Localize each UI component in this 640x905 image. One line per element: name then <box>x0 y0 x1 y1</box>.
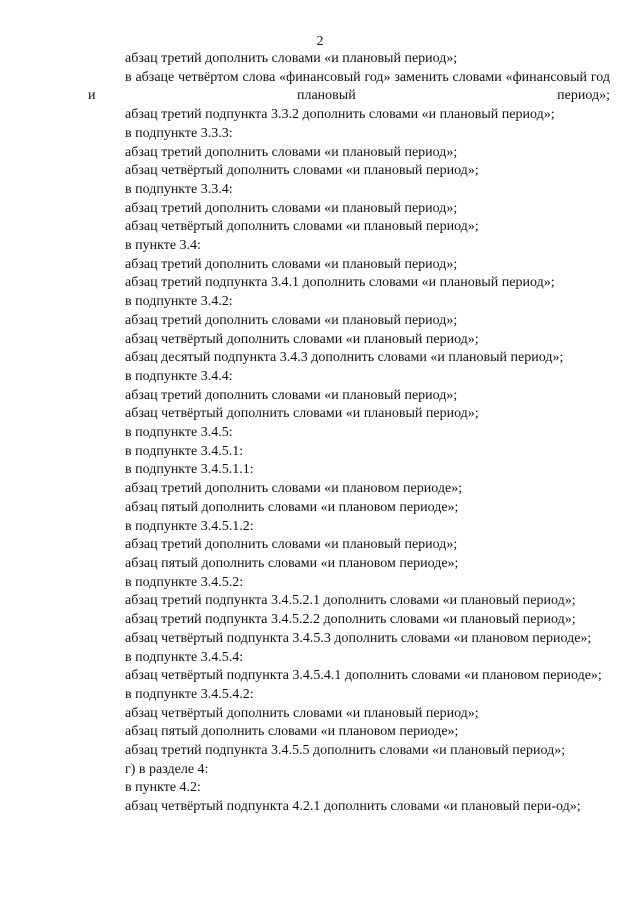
text-line-24: абзац пятый дополнить словами «и плановом периоде»; <box>125 499 459 515</box>
text-line-1: абзац третий дополнить словами «и плановый период»; <box>125 51 458 66</box>
text-line-8: абзац третий дополнить словами «и плановый период»; <box>125 200 458 216</box>
text-paragraph-40: абзац четвёртый подпункта 4.2.1 дополнить словами «и плановый пери-од»; <box>125 799 581 815</box>
text-line-14: абзац третий дополнить словами «и плановый период»; <box>125 312 458 328</box>
text-line-22: в подпункте 3.4.5.1.1: <box>125 462 254 478</box>
text-line-37: абзац третий подпункта 3.4.5.5 дополнить словами «и плановый период»; <box>125 743 566 759</box>
text-line-32: в подпункте 3.4.5.4: <box>125 649 244 665</box>
text-line-27: абзац пятый дополнить словами «и плановом периоде»; <box>125 555 459 571</box>
text-line-36: абзац пятый дополнить словами «и плановом периоде»; <box>125 724 459 740</box>
text-line-19: абзац четвёртый дополнить словами «и плановый период»; <box>125 406 479 422</box>
text-line-35: абзац четвёртый дополнить словами «и плановый период»; <box>125 705 479 721</box>
text-line-5: абзац третий дополнить словами «и плановый период»; <box>125 144 458 160</box>
text-line-13: в подпункте 3.4.2: <box>125 294 233 310</box>
text-line-4: в подпункте 3.3.3: <box>125 125 233 141</box>
text-line-18: абзац третий дополнить словами «и плановый период»; <box>125 387 458 403</box>
text-line-3: абзац третий подпункта 3.3.2 дополнить словами «и плановый период»; <box>125 107 555 123</box>
text-line-9: абзац четвёртый дополнить словами «и плановый период»; <box>125 219 479 235</box>
text-line-26: абзац третий дополнить словами «и плановый период»; <box>125 537 458 553</box>
text-line-15: абзац четвёртый дополнить словами «и плановый период»; <box>125 331 479 347</box>
text-paragraph-30: абзац третий подпункта 3.4.5.2.2 дополнить словами «и плановый период»; <box>125 612 576 628</box>
text-line-6: абзац четвёртый дополнить словами «и плановый период»; <box>125 163 479 179</box>
text-line-25: в подпункте 3.4.5.1.2: <box>125 518 254 534</box>
text-line-39: в пункте 4.2: <box>125 780 201 796</box>
text-paragraph-31: абзац четвёртый подпункта 3.4.5.3 дополнить словами «и плановом периоде»; <box>125 630 592 646</box>
document-body <box>88 50 610 817</box>
text-paragraph-33: абзац четвёртый подпункта 3.4.5.4.1 дополнить словами «и плановом периоде»; <box>125 668 602 684</box>
page-number: 2 <box>316 34 324 49</box>
text-line-20: в подпункте 3.4.5: <box>125 425 233 441</box>
text-line-34: в подпункте 3.4.5.4.2: <box>125 686 254 702</box>
text-line-17: в подпункте 3.4.4: <box>125 368 233 384</box>
text-line-12: абзац третий подпункта 3.4.1 дополнить словами «и плановый период»; <box>125 275 555 291</box>
text-line-28: в подпункте 3.4.5.2: <box>125 574 244 590</box>
text-paragraph-2: в абзаце четвёртом слова «финансовый год» заменить словами «финансовый год и плановый период»; <box>88 69 610 104</box>
text-line-21: в подпункте 3.4.5.1: <box>125 443 244 459</box>
text-line-16: абзац десятый подпункта 3.4.3 дополнить словами «и плановый период»; <box>125 350 564 366</box>
text-line-38: г) в разделе 4: <box>125 761 209 777</box>
text-line-11: абзац третий дополнить словами «и плановый период»; <box>125 256 458 272</box>
text-line-10: в пункте 3.4: <box>125 238 201 254</box>
text-paragraph-29: абзац третий подпункта 3.4.5.2.1 дополнить словами «и плановый период»; <box>125 593 576 609</box>
text-line-23: абзац третий дополнить словами «и плановом периоде»; <box>125 481 463 497</box>
text-line-7: в подпункте 3.3.4: <box>125 181 233 197</box>
